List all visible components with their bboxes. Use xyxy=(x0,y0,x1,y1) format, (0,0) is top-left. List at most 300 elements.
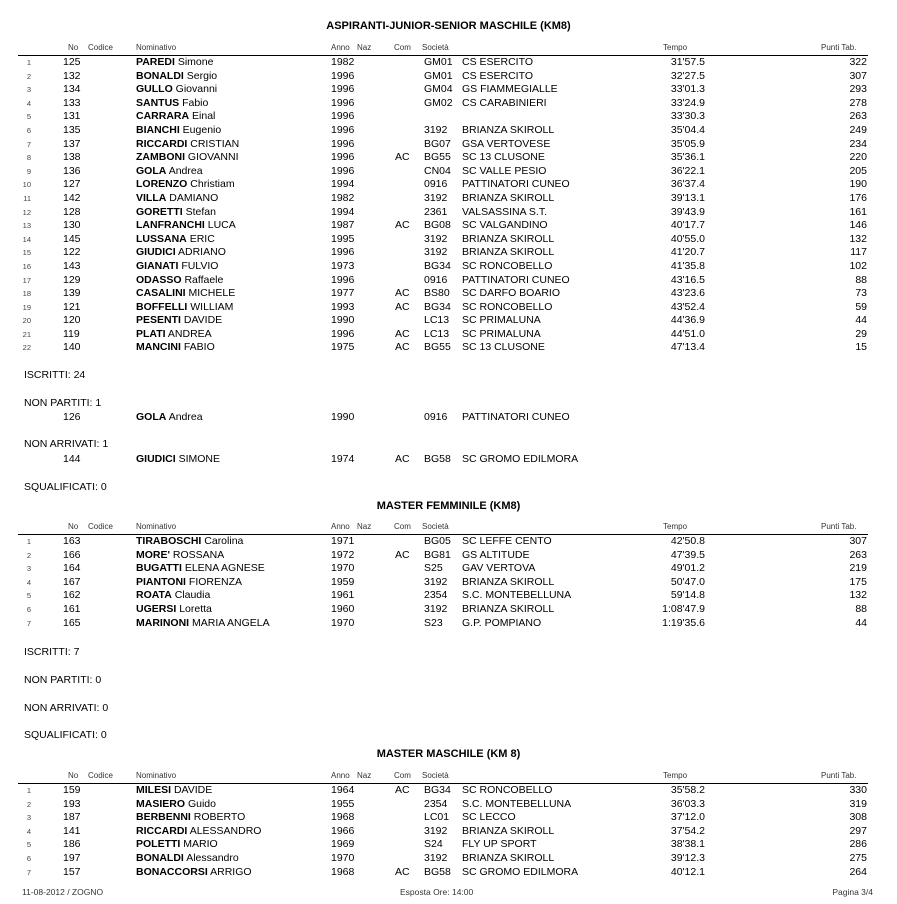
col-anno: Anno xyxy=(331,522,350,531)
committee: AC xyxy=(395,287,410,300)
table-row xyxy=(18,589,868,603)
table-row xyxy=(18,617,868,631)
club-code: S24 xyxy=(424,838,443,851)
points: 286 xyxy=(849,838,867,851)
table-row xyxy=(18,603,868,617)
club-code: 2354 xyxy=(424,797,448,810)
athlete-name xyxy=(136,246,226,260)
table-row xyxy=(18,852,868,866)
table-row xyxy=(18,233,868,247)
surname: MARINONI xyxy=(136,616,190,629)
club-code: LC01 xyxy=(424,811,450,824)
race-time: 42'50.8 xyxy=(670,535,705,547)
birth-year: 1972 xyxy=(331,548,355,561)
bib-number: 164 xyxy=(63,562,81,575)
points: 263 xyxy=(849,110,867,123)
table-row xyxy=(18,549,868,563)
soc-code: BG58 xyxy=(424,453,451,465)
rank: 3 xyxy=(26,85,31,95)
surname: GORETTI xyxy=(136,205,183,218)
footer-time: Esposta Ore: 14:00 xyxy=(400,887,474,897)
rank: 8 xyxy=(26,153,31,163)
rank: 1 xyxy=(26,537,31,546)
birth-year: 1970 xyxy=(331,616,355,629)
athlete-name xyxy=(136,784,212,798)
section-title: MASTER FEMMINILE (KM8) xyxy=(376,500,521,512)
rank: 2 xyxy=(26,71,31,81)
club-name: S.C. MONTEBELLUNA xyxy=(462,797,572,810)
col-no: No xyxy=(68,43,79,52)
first-name: FABIO xyxy=(183,341,215,354)
first-name: Guido xyxy=(187,797,216,810)
table-row xyxy=(18,110,868,124)
rank: 6 xyxy=(26,604,31,614)
first-name: DAVIDE xyxy=(183,314,223,327)
club-code: BG05 xyxy=(424,535,451,547)
column-header xyxy=(18,521,868,535)
birth-year: 1996 xyxy=(331,327,355,340)
birth-year: 1959 xyxy=(331,575,355,588)
rank: 6 xyxy=(26,125,31,135)
birth-year: 1968 xyxy=(331,865,355,878)
race-time: 47'13.4 xyxy=(670,341,705,354)
club-name: SC RONCOBELLO xyxy=(462,784,553,796)
surname: PAREDI xyxy=(136,56,175,68)
first-name: Loretta xyxy=(179,602,212,615)
points: 278 xyxy=(849,96,867,109)
athlete-name xyxy=(136,124,221,138)
rank: 13 xyxy=(22,221,31,231)
points: 307 xyxy=(849,69,867,82)
club-code: 3192 xyxy=(424,575,448,588)
col-societa: Società xyxy=(422,43,449,52)
athlete-name xyxy=(136,535,243,549)
athlete-name xyxy=(136,589,210,603)
col-punti: Punti Tab. xyxy=(821,43,857,52)
squalificati-count: SQUALIFICATI: 0 xyxy=(24,729,107,741)
club-code: BG34 xyxy=(424,259,451,272)
club-name: PATTINATORI CUNEO xyxy=(462,178,570,191)
bib-number: 129 xyxy=(63,273,81,286)
club-code: S25 xyxy=(424,562,443,575)
col-nominativo: Nominativo xyxy=(136,43,177,52)
club-code: 2354 xyxy=(424,589,448,602)
bib-number: 157 xyxy=(63,865,81,878)
points: 220 xyxy=(849,151,867,164)
club-name: CS ESERCITO xyxy=(462,56,533,68)
committee: AC xyxy=(395,219,410,232)
birth-year: 1996 xyxy=(331,164,355,177)
birth-year: 1990 xyxy=(331,314,355,327)
race-time: 43'52.4 xyxy=(670,300,705,313)
first-name: DAVIDE xyxy=(173,784,213,796)
surname: GIUDICI xyxy=(136,246,176,259)
committee: AC xyxy=(395,784,410,796)
first-name: Alessandro xyxy=(186,851,239,864)
bib-number: 159 xyxy=(63,784,81,796)
col-com: Com xyxy=(394,522,411,531)
results-table xyxy=(18,535,868,630)
col-anno: Anno xyxy=(331,771,350,780)
non-arrivati-count: NON ARRIVATI: 0 xyxy=(24,702,109,714)
surname: PIANTONI xyxy=(136,575,186,588)
athlete-name xyxy=(136,576,242,590)
table-row xyxy=(18,124,868,138)
points: 44 xyxy=(855,314,867,327)
col-naz: Naz xyxy=(357,522,372,531)
surname: BONACCORSI xyxy=(136,865,208,878)
athlete-name xyxy=(136,866,252,880)
points: 322 xyxy=(849,56,867,68)
club-name: BRIANZA SKIROLL xyxy=(462,575,555,588)
birth-year: 1996 xyxy=(331,110,355,123)
club-code: GM01 xyxy=(424,69,453,82)
points: 264 xyxy=(849,865,867,878)
points: 132 xyxy=(849,589,867,602)
table-row xyxy=(18,219,868,233)
surname: SANTUS xyxy=(136,96,180,109)
club-code: 3192 xyxy=(424,851,448,864)
athlete-name xyxy=(136,328,212,342)
club-name: BRIANZA SKIROLL xyxy=(462,246,555,259)
club-code: 3192 xyxy=(424,246,448,259)
table-row xyxy=(18,314,868,328)
table-row xyxy=(18,784,868,798)
table-row xyxy=(18,97,868,111)
club-code: 3192 xyxy=(424,191,448,204)
race-time: 44'36.9 xyxy=(670,314,705,327)
table-row xyxy=(18,246,868,260)
club-name: PATTINATORI CUNEO xyxy=(462,273,570,286)
rank: 14 xyxy=(22,234,31,244)
race-time: 41'35.8 xyxy=(670,259,705,272)
points: 117 xyxy=(850,246,867,259)
bib-number: 128 xyxy=(63,205,81,218)
surname: VILLA xyxy=(136,191,167,204)
birth-year: 1996 xyxy=(331,137,355,150)
race-time: 39'12.3 xyxy=(670,851,705,864)
race-time: 1:08'47.9 xyxy=(662,602,705,615)
col-nominativo: Nominativo xyxy=(136,771,177,780)
rank: 5 xyxy=(26,112,31,122)
club-code: BG34 xyxy=(424,300,451,313)
birth-year: 1994 xyxy=(331,205,355,218)
birth-year: 1973 xyxy=(331,259,355,272)
rank: 1 xyxy=(26,58,31,67)
birth-year: 1996 xyxy=(331,123,355,136)
surname: MORE' xyxy=(136,548,170,561)
race-time: 36'03.3 xyxy=(670,797,705,810)
race-time: 36'22.1 xyxy=(670,164,705,177)
bib-number: 136 xyxy=(63,164,81,177)
birth-year: 1982 xyxy=(331,191,355,204)
col-tempo: Tempo xyxy=(663,522,688,531)
club-code: 3192 xyxy=(424,123,448,136)
table-row xyxy=(18,838,868,852)
club-name: SC PRIMALUNA xyxy=(462,314,541,327)
club-name: S.C. MONTEBELLUNA xyxy=(462,589,572,602)
col-punti: Punti Tab. xyxy=(821,522,857,531)
table-row xyxy=(18,56,868,70)
first-name: ELENA AGNESE xyxy=(184,562,265,575)
club-name: SC VALGANDINO xyxy=(462,219,548,232)
club-name: SC DARFO BOARIO xyxy=(462,287,561,300)
col-com: Com xyxy=(394,771,411,780)
first-name: Carolina xyxy=(204,535,244,547)
race-time: 40'17.7 xyxy=(670,219,705,232)
birth-year: 1987 xyxy=(331,219,355,232)
athlete-name xyxy=(136,811,245,825)
footer-date-place: 11-08-2012 / ZOGNO xyxy=(22,887,104,897)
club-code: 2361 xyxy=(424,205,448,218)
col-anno: Anno xyxy=(331,43,350,52)
birth-year: 1977 xyxy=(331,287,355,300)
non-partiti-count: NON PARTITI: 0 xyxy=(24,674,102,686)
birth-year: 1966 xyxy=(331,824,355,837)
points: 190 xyxy=(849,178,867,191)
table-row xyxy=(18,151,868,165)
bib-number: 142 xyxy=(63,191,81,204)
bib-number: 132 xyxy=(63,69,81,82)
surname: BONALDI xyxy=(136,851,184,864)
year: 1974 xyxy=(331,453,355,465)
first-name: ROSSANA xyxy=(172,548,225,561)
race-time: 43'16.5 xyxy=(670,273,705,286)
birth-year: 1996 xyxy=(331,96,355,109)
club-code: LC13 xyxy=(424,314,450,327)
athlete-name xyxy=(136,301,233,315)
non-arrivati-row xyxy=(18,453,868,467)
club-name: BRIANZA SKIROLL xyxy=(462,191,555,204)
first-name: Fabio xyxy=(182,96,209,109)
first-name: FULVIO xyxy=(181,259,219,272)
athlete-name xyxy=(136,56,213,70)
col-tempo: Tempo xyxy=(663,771,688,780)
first-name: FIORENZA xyxy=(188,575,242,588)
club-name: FLY UP SPORT xyxy=(462,838,537,851)
bib-number: 130 xyxy=(63,219,81,232)
bib-number: 127 xyxy=(63,178,81,191)
athlete-name xyxy=(136,617,270,631)
col-com: Com xyxy=(394,43,411,52)
athlete-name xyxy=(136,798,216,812)
club-name: CS CARABINIERI xyxy=(462,96,547,109)
first-name: MARIA ANGELA xyxy=(192,616,270,629)
athlete-name xyxy=(136,178,235,192)
bib-number: 137 xyxy=(63,137,81,150)
bib-number: 145 xyxy=(63,232,81,245)
column-header xyxy=(18,770,868,784)
birth-year: 1961 xyxy=(331,589,355,602)
club-code: BG34 xyxy=(424,784,451,796)
col-societa: Società xyxy=(422,522,449,531)
birth-year: 1975 xyxy=(331,341,355,354)
non-partiti-count: NON PARTITI: 1 xyxy=(24,397,102,409)
first-name: Andrea xyxy=(168,164,203,177)
points: 293 xyxy=(849,83,867,96)
rank: 21 xyxy=(22,329,31,339)
athlete-name xyxy=(136,233,215,247)
col-tempo: Tempo xyxy=(663,43,688,52)
table-row xyxy=(18,328,868,342)
club-code: BG81 xyxy=(424,548,451,561)
table-row xyxy=(18,301,868,315)
club-name: BRIANZA SKIROLL xyxy=(462,851,555,864)
table-row xyxy=(18,138,868,152)
athlete-name xyxy=(136,151,238,165)
bib-number: 163 xyxy=(63,535,81,547)
non-arrivati-count: NON ARRIVATI: 1 xyxy=(24,438,109,450)
col-no: No xyxy=(68,522,79,531)
surname: PESENTI xyxy=(136,314,181,327)
first-name: WILLIAM xyxy=(190,300,234,313)
first-name: Claudia xyxy=(174,589,211,602)
rank: 3 xyxy=(26,813,31,823)
points: 205 xyxy=(849,164,867,177)
table-row xyxy=(18,811,868,825)
first-name: ANDREA xyxy=(167,327,212,340)
code: 144 xyxy=(63,453,81,465)
bib-number: 197 xyxy=(63,851,81,864)
rank: 7 xyxy=(26,867,31,877)
soc-code: 0916 xyxy=(424,411,448,423)
athlete-name xyxy=(136,83,217,97)
rank: 1 xyxy=(26,786,31,795)
first-name: LUCA xyxy=(207,219,236,232)
athlete-name: GOLA Andrea xyxy=(136,411,203,423)
column-header xyxy=(18,42,868,56)
club-code: BG55 xyxy=(424,341,451,354)
club-name: GSA VERTOVESE xyxy=(462,137,551,150)
surname: LORENZO xyxy=(136,178,188,191)
table-row xyxy=(18,206,868,220)
rank: 2 xyxy=(26,799,31,809)
soc-name: SC GROMO EDILMORA xyxy=(462,453,579,465)
rank: 9 xyxy=(26,166,31,176)
rank: 3 xyxy=(26,564,31,574)
surname: ROATA xyxy=(136,589,172,602)
club-code: GM02 xyxy=(424,96,453,109)
race-time: 43'23.6 xyxy=(670,287,705,300)
club-name: GAV VERTOVA xyxy=(462,562,536,575)
club-code: BS80 xyxy=(424,287,450,300)
race-time: 47'39.5 xyxy=(670,548,705,561)
points: 15 xyxy=(855,341,867,354)
club-name: BRIANZA SKIROLL xyxy=(462,123,555,136)
athlete-name: GIUDICI SIMONE xyxy=(136,453,221,465)
bib-number: 161 xyxy=(63,602,81,615)
surname: BONALDI xyxy=(136,69,184,82)
rank: 7 xyxy=(26,618,31,628)
rank: 5 xyxy=(26,840,31,850)
surname: RICCARDI xyxy=(136,137,188,150)
table-row xyxy=(18,798,868,812)
race-time: 35'05.9 xyxy=(670,137,705,150)
race-time: 37'54.2 xyxy=(670,824,705,837)
bib-number: 134 xyxy=(63,83,81,96)
rank: 6 xyxy=(26,853,31,863)
bib-number: 125 xyxy=(63,56,81,68)
results-table xyxy=(18,784,868,879)
table-row xyxy=(18,178,868,192)
year: 1990 xyxy=(331,411,355,423)
points: 132 xyxy=(849,232,867,245)
bib-number: 133 xyxy=(63,96,81,109)
club-name: SC GROMO EDILMORA xyxy=(462,865,579,878)
bib-number: 122 xyxy=(63,246,81,259)
rank: 19 xyxy=(22,302,31,312)
col-nominativo: Nominativo xyxy=(136,522,177,531)
race-time: 59'14.8 xyxy=(670,589,705,602)
race-time: 44'51.0 xyxy=(670,327,705,340)
section-title: ASPIRANTI-JUNIOR-SENIOR MASCHILE (KM8) xyxy=(326,20,571,32)
club-name: SC 13 CLUSONE xyxy=(462,151,545,164)
race-time: 35'36.1 xyxy=(670,151,705,164)
athlete-name xyxy=(136,314,222,328)
non-partiti-row xyxy=(18,411,868,425)
club-name: VALSASSINA S.T. xyxy=(462,205,548,218)
club-name: GS FIAMMEGIALLE xyxy=(462,83,558,96)
club-name: SC RONCOBELLO xyxy=(462,259,553,272)
birth-year: 1994 xyxy=(331,178,355,191)
table-row xyxy=(18,70,868,84)
club-code: 3192 xyxy=(424,602,448,615)
club-name: G.P. POMPIANO xyxy=(462,616,542,629)
table-row xyxy=(18,562,868,576)
points: 102 xyxy=(849,259,867,272)
first-name: Simone xyxy=(177,56,214,68)
first-name: Raffaele xyxy=(184,273,224,286)
athlete-name xyxy=(136,341,215,355)
table-row xyxy=(18,866,868,880)
birth-year: 1970 xyxy=(331,562,355,575)
club-code: LC13 xyxy=(424,327,450,340)
rank: 18 xyxy=(22,289,31,299)
col-no: No xyxy=(68,771,79,780)
first-name: ROBERTO xyxy=(193,811,246,824)
rank: 4 xyxy=(26,826,31,836)
com: AC xyxy=(395,453,410,465)
rank: 17 xyxy=(22,275,31,285)
birth-year: 1964 xyxy=(331,784,355,796)
athlete-name xyxy=(136,549,224,563)
surname: MILESI xyxy=(136,784,172,796)
club-name: SC VALLE PESIO xyxy=(462,164,547,177)
club-name: SC PRIMALUNA xyxy=(462,327,541,340)
surname: CASALINI xyxy=(136,287,186,300)
club-name: BRIANZA SKIROLL xyxy=(462,232,555,245)
first-name: Sergio xyxy=(186,69,218,82)
birth-year: 1995 xyxy=(331,232,355,245)
surname: GOLA xyxy=(136,164,167,177)
points: 275 xyxy=(849,851,867,864)
committee: AC xyxy=(395,327,410,340)
bib-number: 162 xyxy=(63,589,81,602)
surname: GULLO xyxy=(136,83,173,96)
athlete-name xyxy=(136,287,235,301)
first-name: ALESSANDRO xyxy=(189,824,262,837)
bib-number: 165 xyxy=(63,616,81,629)
col-codice: Codice xyxy=(88,771,113,780)
table-row xyxy=(18,83,868,97)
club-code: 3192 xyxy=(424,824,448,837)
points: 249 xyxy=(849,123,867,136)
athlete-name xyxy=(136,192,218,206)
points: 234 xyxy=(849,137,867,150)
squalificati-count: SQUALIFICATI: 0 xyxy=(24,481,107,493)
club-name: BRIANZA SKIROLL xyxy=(462,824,555,837)
points: 297 xyxy=(849,824,867,837)
